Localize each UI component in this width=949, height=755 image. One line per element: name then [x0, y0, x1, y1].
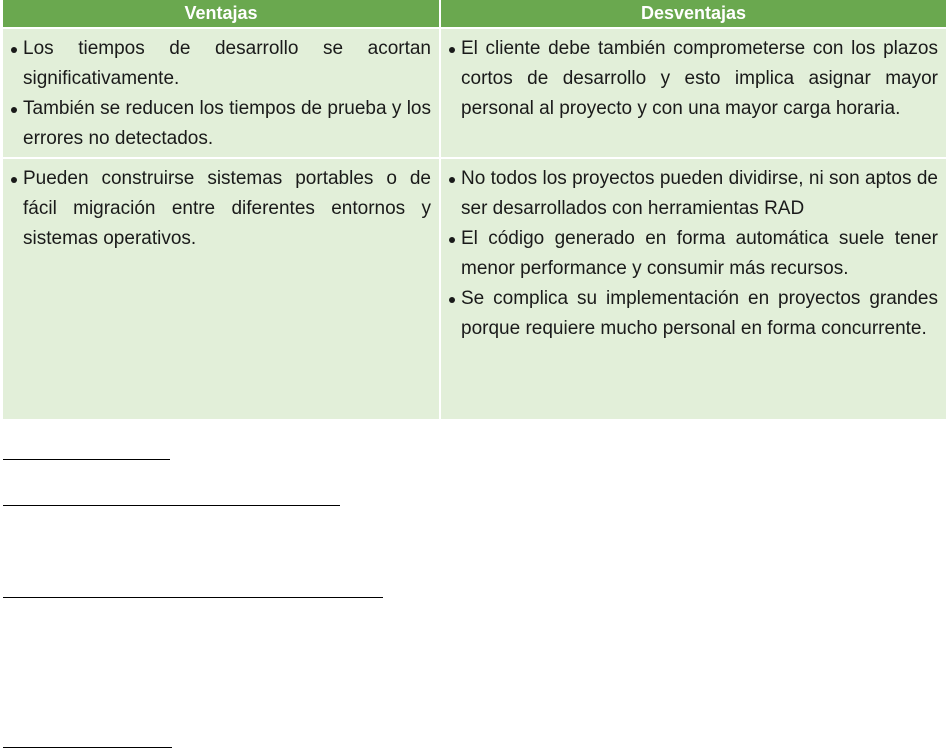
list-item: Pueden construirse sistemas portables o de fácil migración entre diferentes entornos y sistemas operativos.	[9, 164, 431, 254]
list-item: El cliente debe también comprometerse con los plazos cortos de desarrollo y esto implica asignar mayor personal al proyecto y con una mayor carga horaria.	[447, 34, 938, 124]
header-ventajas: Ventajas	[3, 0, 440, 28]
list-item: No todos los proyectos pueden dividirse, ni son aptos de ser desarrollados con herramientas RAD	[447, 164, 938, 224]
underline-rule	[3, 597, 383, 598]
underline-rule	[3, 505, 340, 506]
list-item: También se reducen los tiempos de prueba y los errores no detectados.	[9, 94, 431, 154]
desventajas-cell	[440, 28, 946, 158]
ventajas-desventajas-table	[3, 0, 946, 419]
list-item: Los tiempos de desarrollo se acortan significativamente.	[9, 34, 431, 94]
table-row	[3, 158, 946, 419]
desventajas-cell	[440, 158, 946, 419]
list-item: Se complica su implementación en proyectos grandes porque requiere mucho personal en forma concurrente.	[447, 284, 938, 344]
table-row	[3, 28, 946, 158]
underline-rule	[3, 747, 172, 748]
underline-rule	[3, 459, 170, 460]
ventajas-cell	[3, 158, 440, 419]
table-header-row	[3, 0, 946, 28]
header-desventajas: Desventajas	[440, 0, 946, 28]
list-item: El código generado en forma automática suele tener menor performance y consumir más recursos.	[447, 224, 938, 284]
ventajas-cell	[3, 28, 440, 158]
